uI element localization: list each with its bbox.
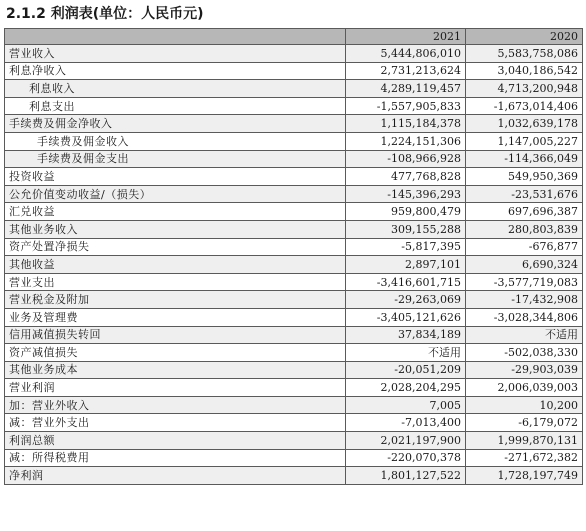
table-row — [5, 449, 583, 467]
table-row — [5, 344, 583, 362]
value-2021: 2,731,213,624 — [346, 62, 466, 80]
value-2021: 477,768,828 — [346, 168, 466, 186]
table-row — [5, 379, 583, 397]
value-2021: 2,897,101 — [346, 256, 466, 274]
table-row — [5, 45, 583, 63]
table-row — [5, 396, 583, 414]
value-2021: -1,557,905,833 — [346, 97, 466, 115]
value-2021: -5,817,395 — [346, 238, 466, 256]
table-row — [5, 62, 583, 80]
value-2020: -3,028,344,806 — [466, 308, 583, 326]
column-header-2020: 2020 — [466, 29, 583, 45]
value-2020: -271,672,382 — [466, 449, 583, 467]
row-label: 利息净收入 — [5, 62, 346, 80]
table-row — [5, 150, 583, 168]
value-2020: 697,696,387 — [466, 203, 583, 221]
table-row — [5, 203, 583, 221]
value-2020: -29,903,039 — [466, 361, 583, 379]
row-label: 业务及管理费 — [5, 308, 346, 326]
table-row — [5, 273, 583, 291]
row-label: 投资收益 — [5, 168, 346, 186]
table-row — [5, 326, 583, 344]
value-2020: -23,531,676 — [466, 185, 583, 203]
value-2020: -1,673,014,406 — [466, 97, 583, 115]
table-row — [5, 115, 583, 133]
value-2021: 不适用 — [346, 344, 466, 362]
value-2020: 1,032,639,178 — [466, 115, 583, 133]
table-row — [5, 467, 583, 485]
value-2020: 280,803,839 — [466, 220, 583, 238]
table-row — [5, 168, 583, 186]
value-2020: 10,200 — [466, 396, 583, 414]
table-row — [5, 220, 583, 238]
row-label: 手续费及佣金收入 — [5, 132, 346, 150]
row-label: 利润总额 — [5, 432, 346, 450]
value-2020: 2,006,039,003 — [466, 379, 583, 397]
table-row — [5, 291, 583, 309]
value-2021: -145,396,293 — [346, 185, 466, 203]
row-label: 营业收入 — [5, 45, 346, 63]
row-label: 其他业务收入 — [5, 220, 346, 238]
value-2021: -108,966,928 — [346, 150, 466, 168]
row-label: 公允价值变动收益/（损失） — [5, 185, 346, 203]
row-label: 手续费及佣金支出 — [5, 150, 346, 168]
row-label: 信用减值损失转回 — [5, 326, 346, 344]
table-row — [5, 361, 583, 379]
value-2021: -29,263,069 — [346, 291, 466, 309]
row-label: 营业支出 — [5, 273, 346, 291]
value-2020: -17,432,908 — [466, 291, 583, 309]
row-label: 减：营业外支出 — [5, 414, 346, 432]
value-2020: 6,690,324 — [466, 256, 583, 274]
value-2020: 1,999,870,131 — [466, 432, 583, 450]
value-2021: 1,224,151,306 — [346, 132, 466, 150]
value-2020: -502,038,330 — [466, 344, 583, 362]
value-2020: 4,713,200,948 — [466, 80, 583, 98]
value-2021: 959,800,479 — [346, 203, 466, 221]
table-row — [5, 80, 583, 98]
column-header-item — [5, 29, 346, 45]
value-2020: 1,728,197,749 — [466, 467, 583, 485]
value-2021: -220,070,378 — [346, 449, 466, 467]
value-2021: 2,021,197,900 — [346, 432, 466, 450]
row-label: 其他收益 — [5, 256, 346, 274]
value-2021: 37,834,189 — [346, 326, 466, 344]
page-title: 2.1.2 利润表(单位：人民币元) — [6, 6, 204, 22]
row-label: 资产减值损失 — [5, 344, 346, 362]
value-2021: 309,155,288 — [346, 220, 466, 238]
value-2020: -3,577,719,083 — [466, 273, 583, 291]
table-row — [5, 256, 583, 274]
value-2021: 2,028,204,295 — [346, 379, 466, 397]
value-2021: -20,051,209 — [346, 361, 466, 379]
row-label: 营业利润 — [5, 379, 346, 397]
table-row — [5, 185, 583, 203]
row-label: 利息收入 — [5, 80, 346, 98]
table-row — [5, 308, 583, 326]
income-statement-table — [4, 28, 583, 485]
row-label: 汇兑收益 — [5, 203, 346, 221]
value-2020: 5,583,758,086 — [466, 45, 583, 63]
value-2021: 1,115,184,378 — [346, 115, 466, 133]
row-label: 其他业务成本 — [5, 361, 346, 379]
row-label: 资产处置净损失 — [5, 238, 346, 256]
value-2021: -7,013,400 — [346, 414, 466, 432]
table-body — [5, 45, 583, 485]
value-2020: 3,040,186,542 — [466, 62, 583, 80]
column-header-2021: 2021 — [346, 29, 466, 45]
table-row — [5, 238, 583, 256]
row-label: 手续费及佣金净收入 — [5, 115, 346, 133]
value-2020: 1,147,005,227 — [466, 132, 583, 150]
value-2020: -676,877 — [466, 238, 583, 256]
row-label: 加：营业外收入 — [5, 396, 346, 414]
row-label: 利息支出 — [5, 97, 346, 115]
value-2020: 不适用 — [466, 326, 583, 344]
value-2021: 4,289,119,457 — [346, 80, 466, 98]
value-2021: -3,405,121,626 — [346, 308, 466, 326]
table-row — [5, 132, 583, 150]
value-2021: -3,416,601,715 — [346, 273, 466, 291]
row-label: 营业税金及附加 — [5, 291, 346, 309]
value-2021: 5,444,806,010 — [346, 45, 466, 63]
row-label: 净利润 — [5, 467, 346, 485]
value-2020: -6,179,072 — [466, 414, 583, 432]
value-2020: 549,950,369 — [466, 168, 583, 186]
table-row — [5, 414, 583, 432]
row-label: 减：所得税费用 — [5, 449, 346, 467]
value-2021: 7,005 — [346, 396, 466, 414]
table-row — [5, 97, 583, 115]
value-2020: -114,366,049 — [466, 150, 583, 168]
table-header-row — [5, 29, 583, 45]
value-2021: 1,801,127,522 — [346, 467, 466, 485]
table-row — [5, 432, 583, 450]
